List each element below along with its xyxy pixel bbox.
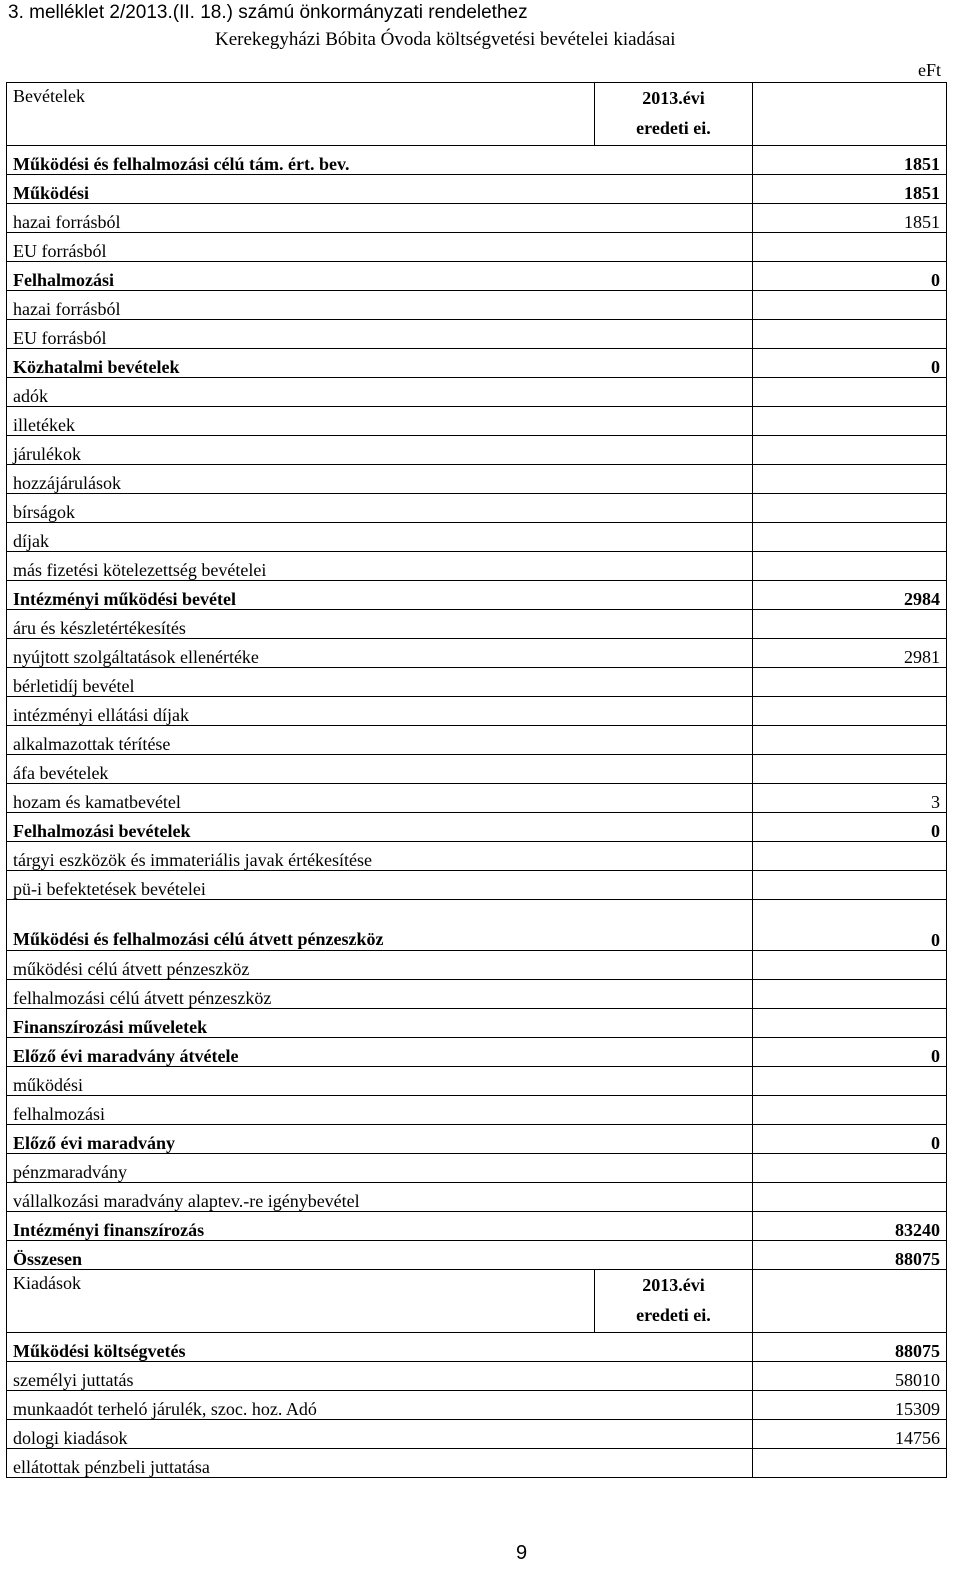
revenue-row-label: pü-i befektetések bevételei (7, 871, 753, 900)
revenue-row (7, 494, 947, 523)
revenue-row-label: működési célú átvett pénzeszköz (7, 951, 753, 980)
revenue-row (7, 436, 947, 465)
revenue-row (7, 1096, 947, 1125)
revenue-row (7, 668, 947, 697)
revenue-row-label: más fizetési kötelezettség bevételei (7, 552, 753, 581)
revenue-row (7, 610, 947, 639)
revenue-header-row (7, 83, 947, 146)
revenue-row-value (753, 378, 947, 407)
revenue-row-value (753, 871, 947, 900)
revenue-row-label: EU forrásból (7, 233, 753, 262)
revenue-row-value: 0 (753, 1125, 947, 1154)
expenses-row (7, 1391, 947, 1420)
expenses-row (7, 1449, 947, 1478)
revenue-row (7, 146, 947, 175)
revenue-row-label: Finanszírozási műveletek (7, 1009, 753, 1038)
budget-table (6, 82, 947, 1478)
revenue-row-label: alkalmazottak térítése (7, 726, 753, 755)
revenue-row-value: 1851 (753, 175, 947, 204)
revenue-row (7, 523, 947, 552)
expenses-header-empty (753, 1270, 947, 1333)
revenue-row (7, 1154, 947, 1183)
revenue-row-value: 0 (753, 900, 947, 951)
revenue-row (7, 842, 947, 871)
revenue-row-value (753, 842, 947, 871)
revenue-row-value (753, 1096, 947, 1125)
revenue-row-value (753, 552, 947, 581)
revenue-row-label: Előző évi maradvány (7, 1125, 753, 1154)
revenue-row-value (753, 668, 947, 697)
revenue-row-label: pénzmaradvány (7, 1154, 753, 1183)
revenue-row (7, 1009, 947, 1038)
revenue-row-label: hazai forrásból (7, 291, 753, 320)
revenue-row (7, 1038, 947, 1067)
revenue-row-label: Intézményi működési bevétel (7, 581, 753, 610)
revenue-header-empty (753, 83, 947, 146)
revenue-row (7, 639, 947, 668)
revenue-row-label: bírságok (7, 494, 753, 523)
revenue-row (7, 871, 947, 900)
expenses-year-line1: 2013.évi (642, 1275, 705, 1295)
revenue-row-label: Működési és felhalmozási célú átvett pénzeszköz (7, 900, 753, 951)
revenue-row (7, 233, 947, 262)
revenue-row (7, 465, 947, 494)
revenue-row-label: áru és készletértékesítés (7, 610, 753, 639)
revenue-row-label: felhalmozási (7, 1096, 753, 1125)
expenses-row-label: személyi juttatás (7, 1362, 753, 1391)
revenue-row-value (753, 697, 947, 726)
revenue-row-label: vállalkozási maradvány alaptev.-re igénybevétel (7, 1183, 753, 1212)
revenue-row-value (753, 436, 947, 465)
expenses-row-label: Működési költségvetés (7, 1333, 753, 1362)
revenue-row (7, 407, 947, 436)
revenue-row-label: hozam és kamatbevétel (7, 784, 753, 813)
revenue-row-label: Összesen (7, 1241, 753, 1270)
revenue-row-label: áfa bevételek (7, 755, 753, 784)
revenue-row-label: Közhatalmi bevételek (7, 349, 753, 378)
revenue-year-line1: 2013.évi (642, 88, 705, 108)
revenue-row (7, 1212, 947, 1241)
revenue-row (7, 980, 947, 1009)
revenue-row-label: felhalmozási célú átvett pénzeszköz (7, 980, 753, 1009)
revenue-row-value (753, 1009, 947, 1038)
revenue-row-label: intézményi ellátási díjak (7, 697, 753, 726)
revenue-row-label: Működési (7, 175, 753, 204)
expenses-row (7, 1333, 947, 1362)
revenue-row-label: adók (7, 378, 753, 407)
revenue-row-label: nyújtott szolgáltatások ellenértéke (7, 639, 753, 668)
revenue-row (7, 900, 947, 951)
revenue-row (7, 951, 947, 980)
revenue-row-value (753, 1067, 947, 1096)
revenue-row-value: 0 (753, 1038, 947, 1067)
revenue-row-label: EU forrásból (7, 320, 753, 349)
revenue-row-value: 1851 (753, 204, 947, 233)
revenue-row-value (753, 755, 947, 784)
revenue-row (7, 175, 947, 204)
revenue-row-value: 1851 (753, 146, 947, 175)
revenue-row-label: hazai forrásból (7, 204, 753, 233)
revenue-year-line2: eredeti ei. (636, 118, 711, 138)
revenue-row (7, 1183, 947, 1212)
expenses-row-value (753, 1449, 947, 1478)
revenue-row-value (753, 523, 947, 552)
revenue-row (7, 581, 947, 610)
revenue-year-header (595, 83, 753, 146)
revenue-row-label: hozzájárulások (7, 465, 753, 494)
revenue-row (7, 1125, 947, 1154)
revenue-row-value (753, 465, 947, 494)
expenses-row-value: 88075 (753, 1333, 947, 1362)
revenue-row-value: 88075 (753, 1241, 947, 1270)
revenue-row (7, 784, 947, 813)
revenue-row-value: 2984 (753, 581, 947, 610)
expenses-row-label: ellátottak pénzbeli juttatása (7, 1449, 753, 1478)
revenue-row (7, 204, 947, 233)
revenue-row (7, 1067, 947, 1096)
revenue-row-value: 0 (753, 262, 947, 291)
revenue-row-value: 2981 (753, 639, 947, 668)
expenses-header-row (7, 1270, 947, 1333)
expenses-year-line2: eredeti ei. (636, 1305, 711, 1325)
revenue-row-value (753, 1154, 947, 1183)
revenue-heading: Bevételek (7, 83, 595, 146)
revenue-row-value (753, 610, 947, 639)
revenue-row-label: Előző évi maradvány átvétele (7, 1038, 753, 1067)
revenue-row-value (753, 494, 947, 523)
revenue-row-label: járulékok (7, 436, 753, 465)
revenue-row-label: Működési és felhalmozási célú tám. ért. bev. (7, 146, 753, 175)
expenses-row-value: 58010 (753, 1362, 947, 1391)
revenue-row (7, 378, 947, 407)
revenue-row-value (753, 726, 947, 755)
revenue-row-label: működési (7, 1067, 753, 1096)
revenue-row-value: 0 (753, 349, 947, 378)
annex-caption: 3. melléklet 2/2013.(II. 18.) számú önkormányzati rendelethez (8, 2, 528, 23)
revenue-row-value (753, 407, 947, 436)
expenses-year-header (595, 1270, 753, 1333)
revenue-row (7, 262, 947, 291)
revenue-row (7, 291, 947, 320)
expenses-row-label: munkaadót terheló járulék, szoc. hoz. Adó (7, 1391, 753, 1420)
revenue-row-label: tárgyi eszközök és immateriális javak értékesítése (7, 842, 753, 871)
revenue-row (7, 552, 947, 581)
revenue-row (7, 726, 947, 755)
expenses-row-value: 15309 (753, 1391, 947, 1420)
revenue-row-value: 3 (753, 784, 947, 813)
revenue-row-value: 83240 (753, 1212, 947, 1241)
revenue-row (7, 349, 947, 378)
revenue-row-value (753, 1183, 947, 1212)
revenue-row-label: illetékek (7, 407, 753, 436)
expenses-row (7, 1362, 947, 1391)
revenue-row-label: Felhalmozási bevételek (7, 813, 753, 842)
revenue-row-label: Intézményi finanszírozás (7, 1212, 753, 1241)
revenue-row-label: Felhalmozási (7, 262, 753, 291)
expenses-heading: Kiadások (7, 1270, 595, 1333)
revenue-row-value (753, 980, 947, 1009)
revenue-row (7, 1241, 947, 1270)
revenue-row (7, 755, 947, 784)
revenue-row (7, 697, 947, 726)
unit-label: eFt (918, 60, 942, 80)
revenue-row-value: 0 (753, 813, 947, 842)
revenue-row-label: díjak (7, 523, 753, 552)
revenue-row-value (753, 320, 947, 349)
expenses-row (7, 1420, 947, 1449)
revenue-row-value (753, 291, 947, 320)
revenue-row-label: bérletidíj bevétel (7, 668, 753, 697)
page-number: 9 (516, 1542, 528, 1564)
revenue-row-value (753, 951, 947, 980)
revenue-row (7, 813, 947, 842)
expenses-row-label: dologi kiadások (7, 1420, 753, 1449)
revenue-row (7, 320, 947, 349)
document-title: Kerekegyházi Bóbita Óvoda költségvetési bevételei kiadásai (215, 29, 676, 50)
revenue-row-value (753, 233, 947, 262)
expenses-row-value: 14756 (753, 1420, 947, 1449)
